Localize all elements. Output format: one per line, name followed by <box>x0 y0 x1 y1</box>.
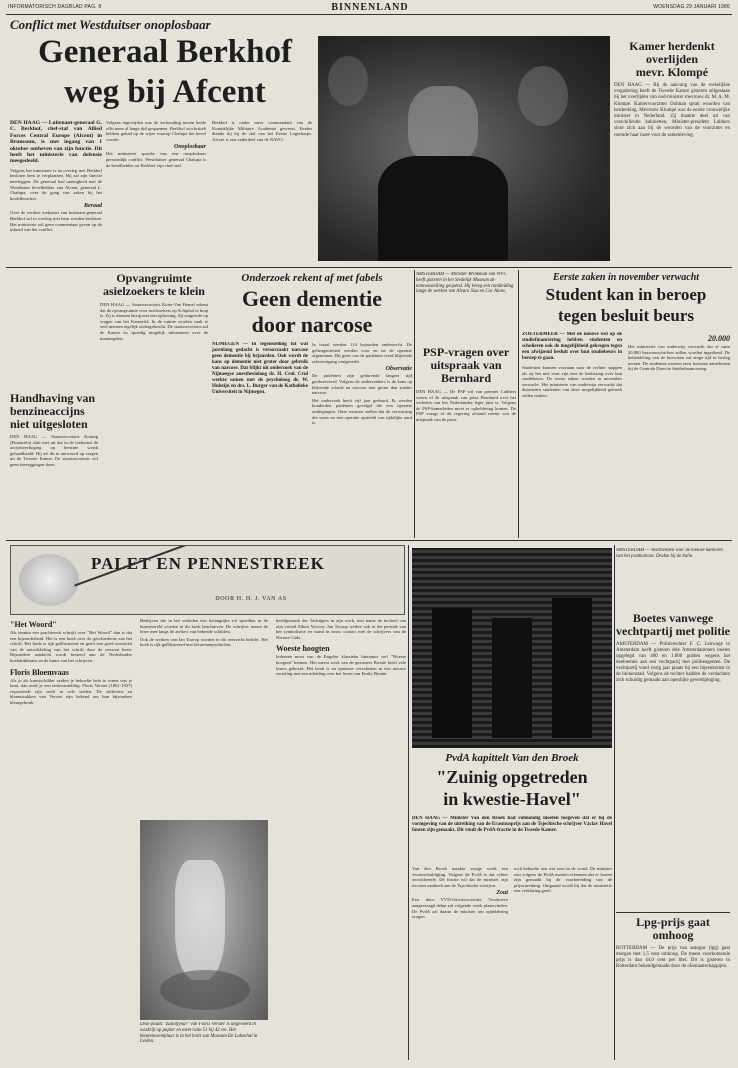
benzine-body: DEN HAAG — Staatssecretaris Koning (Financiën) sluit niet uit dat in de toekomst de accijnsverhoging op benzine wordt gehandhaafd. Hij zei dit in antwoord op vragen uit de Tweede Kamer. De staatssecretaris wil geen toezeggingen doen. <box>10 434 98 467</box>
narcose-column-2 <box>312 342 412 534</box>
pvda-column-2 <box>514 866 612 1056</box>
narcose-lead: NIJMEGEN — In tegenstelling tot wat jarenlang gedacht is veroorzaakt narcose geen dementie bij bejaarden. Ook wordt de kans op dementie niet groter door gebruik van narcose. Dat blijkt uit onderzoek van de Nijmeegse anesthesioloog dr. H. Crul. Crul werkte samen met de psycholoog dr. W. Hulstijn en drs. L. Burger van de Katholieke Universiteit in Nijmegen. <box>212 342 308 395</box>
boetes-headline: Boetes vanwege vechtpartij met politie <box>616 612 730 638</box>
pvda-subhead-zout: Zout <box>496 890 508 897</box>
benzine-article <box>10 392 98 542</box>
student-column-2 <box>628 332 730 532</box>
student-body-1: Studenten kunnen voortaan naar de rechter stappen als zij het niet eens zijn met de beslissing over hun studiebeurs. De eerste zaken worden in november verwacht. Het ministerie van onderwijs verwacht dat duizenden studenten van deze mogelijkheid gebruik zullen maken. <box>522 365 622 398</box>
palet-title: PALET EN PENNESTREEK <box>91 554 325 573</box>
palet-body-4: Ook de werken van Jan Toorop worden in dit overzicht belicht. Het boek is rijk geïllustreerd met kleurenreproducties. <box>140 636 268 648</box>
palet-body-3: Bedrijven die in het verleden een belangrijke rol speelden in de kunstwereld worden in dit boek beschreven. De schrijver neemt de lezer mee langs de ateliers van bekende schilders. <box>140 618 268 635</box>
narcose-subhead: Observatie <box>385 366 412 373</box>
student-body-2: Het ministerie van onderwijs verwacht dat er ruim 20.000 bezwaarschriften zullen worden ingediend. De behandeling van de bezwaren zal enige tijd in beslag nemen. De studenten moeten eerst bezwaar aantekenen bij de Centrale Directie Studiefinanciering. <box>628 344 730 372</box>
boetes-caption: AMSTERDAM — Wachtenden voor de nieuwe kantoren van het postkantoor. Drukte bij de balie. <box>616 548 723 559</box>
palet-body-6: Iedereen moet van de Engelse klassieke literatuur wel "Woeste hoogten" kennen. Het meest werk van de gezusters Brontë heeft vele lezers geboeid. Het boek is nu opnieuw verschenen in een nieuwe vertaling met een inleiding over het leven van Emily Brontë. <box>276 654 406 677</box>
student-kicker: Eerste zaken in november verwacht <box>552 272 700 283</box>
student-headline-2: tegen besluit beurs <box>558 307 694 325</box>
pvda-body-2: Een door VVD-fractievoorzitter Voorhoeve aangevraagd debat zal volgende week plaatsvinden. De PvdA zal daarin de minister om opheldering vragen. <box>412 897 508 920</box>
palet-body-1: Als tenmin een prachtwerk schrijft over "Het Woord" dan is dat een bijzonderheid. Het is een boek over de geschiedenis van het schrift. Het boek is rijk geïllustreerd en geeft een goed overzicht van de ontwikkeling van het schrift door de eeuwen heen. Bijzondere aandacht wordt besteed aan de Nederlandse boekdrukkunst en de kunst van het schrijven. <box>10 630 132 663</box>
verster-drawing <box>140 820 268 1020</box>
asiel-article <box>100 272 208 532</box>
asiel-body: DEN HAAG — Staatssecretaris Korte-Van Hemel erkent dat de opvangruimte voor asielzoekers op Schiphol te krap is. Zij is daarom bezig met een oplossing. Zij reageerde op vragen van het Kamerlid. In de ruimte worden vaak te veel mensen tegelijk ondergebracht. De staatssecretaris zal de Kamer zo spoedig mogelijk informeren over de maatregelen. <box>100 302 208 341</box>
narcose-body-3: De patiënten zijn gedurende langere tijd geobserveerd. Volgens de onderzoekers is de kans op blijvende schade na narcose niet groter dan zonder narcose. <box>312 373 412 396</box>
narcose-body-2: In totaal werden 114 bejaarden onderzocht. De geheugentesten werden voor en na de operatie afgenomen. Bij geen van de patiënten werd blijvende achteruitgang vastgesteld. <box>312 342 412 364</box>
berkhof-photo <box>318 36 610 261</box>
narcose-body-1: Het onderzoek heeft vijf jaar geduurd. Er werden honderden patiënten gevolgd die een operatie ondergingen. Onze mensen stellen dat de verwarring die soms na een operatie optreedt van tijdelijke aard is. <box>312 397 412 426</box>
lpg-article <box>616 916 730 1062</box>
palet-header <box>10 545 405 615</box>
lpg-body: ROTTERDAM — De prijs van autogas (lpg) gaat morgen met 1,5 cent omhoog. De meest voorkomende prijs is dan 44,0 cent per liter. Dit is gisteren in Rotterdam bekendgemaakt door de oliemaatschappijen. <box>616 946 730 969</box>
berkhof-headline-2: weg bij Afcent <box>64 76 266 110</box>
palet-column-3 <box>276 618 406 1058</box>
pvda-headline-1: "Zuinig opgetreden <box>436 768 588 787</box>
berkhof-body-2: Over de verdere toekomst van luitenant-generaal Berkhof zal in overleg met hem worden besloten. Het ministerie wil geen commentaar geven op de inhoud van het conflict. <box>10 210 102 233</box>
student-figure: 20.000 <box>708 334 730 343</box>
berkhof-body-5: Berkhof is onder meer commandant van de Koninklijke Militaire Academie geweest. Eerder diende hij bij de staf van het Eerste Legerkorps. Afcent is een onderdeel van de NAVO. <box>212 120 312 142</box>
narcose-kicker: Onderzoek rekent af met fabels <box>241 272 383 284</box>
student-lead: ZOETERMEER — Met de nieuwe wet op de studiefinanciering hebben studenten en scholieren ook de mogelijkheid gekregen tegen een afwijzend besluit over hun studiebeurs in beroep te gaan. <box>522 332 622 361</box>
verster-caption: Deze plaats "Zuiniflynar" van Floris Verster is uitgevoerd in waskrijt op papier en meet ruim 51 bij 42 cm. Het kleurenexemplaar is in het bezit van Museum De Lakenhal in Leiden. <box>140 1022 258 1045</box>
student-column-1 <box>522 332 622 532</box>
palet-column-1 <box>10 618 132 1058</box>
pvda-body-1: Van den Broek maakte vorige week een verontschuldiging. Volgens de PvdA is dat echter onvoldoende. De fractie wil dat de minister zijn excuses aanbiedt aan de Tsjechische schrijver. <box>412 866 508 888</box>
amsterdam-caption: AMSTERDAM — Minister Brinkman van WVC heeft gisteren in het Stedelijk Museum de tentoonstelling geopend. Hij kreeg een rondleiding langs de werken van Alvaro Siza en Cor Alons. <box>416 272 514 295</box>
berkhof-body-4: Het ministerie spreekt van een onoplosbaar persoonlijk conflict. Westduitser generaal Chalupa is de bevelhebber en Berkhof zijn chef-staf. <box>106 151 206 168</box>
berkhof-body-1: Volgens het ministerie is na overleg met Berkhof besloten hem te verplaatsen. Hij zal zijn functie neerleggen. De generaal had onenigheid met de Westduitse bevelhebber van Afcent, generaal L. Chalupa, over de gang van zaken bij het hoofdkwartier. <box>10 167 102 201</box>
psp-headline: PSP-vragen over uitspraak van Bernhard <box>422 346 510 385</box>
narcose-headline-1: Geen dementie <box>242 288 382 311</box>
berkhof-subhead-beraad: Beraad <box>84 203 102 210</box>
pvda-kicker: PvdA kapittelt Van den Broek <box>445 752 579 764</box>
palette-icon <box>19 554 79 606</box>
pvda-headline-2: in kwestie-Havel" <box>443 790 581 809</box>
student-headline-1: Student kan in beroep <box>545 286 707 304</box>
lpg-headline: Lpg-prijs gaat omhoog <box>636 916 710 942</box>
psp-article <box>416 346 516 536</box>
running-header-date: WOENSDAG 29 JANUARI 1986 <box>653 4 730 10</box>
berkhof-lead: DEN HAAG — Luitenant-generaal G. C. Berkhof, chef-staf van Allied Forces Central Europe (Afcent) in Brunssum, is met ingang van 1 oktober ontheven van zijn functie. Dit heeft het ministerie van defensie meegedeeld. <box>10 120 102 165</box>
palet-body-2: Als je als kunstschilder zeiden je behoefte hebt te tonen wat je kunt, dan zoek je een tentoonstelling. Floris Verster (1861-1927) exposeerde zijn werk in vele steden. De stillevens en bloemstukken van Verster zijn bekend om hun bijzondere kleurgebruik. <box>10 677 132 705</box>
pvda-body-3: toch behoefte aan wat zout in de wond. De minister zou volgens de PvdA moeten erkennen dat er fouten zijn gemaakt bij de voorbereiding van de prijsuitreiking. Omgaand wordt hij dat de ministerie een verklaring geeft. <box>514 866 612 894</box>
klompe-headline-3: mevr. Klompé <box>635 65 709 79</box>
pvda-lead: DEN HAAG — Minister Van den Broek had volmondig moeten toegeven dat er bij de vormgeving van de uitreiking van de Erasmusprijs aan de Tsjechische schrijver Václav Havel fouten zijn gemaakt. Dit vindt de PvdA-fractie in de Tweede Kamer. <box>412 816 612 833</box>
palet-subhead-woeste: Woeste hoogten <box>276 644 330 654</box>
palet-column-2 <box>140 618 268 818</box>
klompe-headline-2: overlijden <box>646 52 698 66</box>
boetes-article <box>616 612 730 912</box>
palet-subhead-woord: "Het Woord" <box>10 620 57 629</box>
berkhof-subhead-onoplosbaar: Onoplosbaar <box>173 144 206 151</box>
queue-photo <box>412 548 612 748</box>
running-header-left: INFORMATORISCH DAGBLAD PAG. 8 <box>8 4 102 10</box>
narcose-headline-2: door narcose <box>251 314 373 337</box>
narcose-column-1 <box>212 342 308 534</box>
boetes-body: AMSTERDAM — Politierechter F. C. Lenwage in Amsterdam heeft gisteren drie Amsterdammers boetes opgelegd van 400 en 1.000 gulden wegens het deelnemen aan een vechtpartij met politieagenten. De vechtpartij vond vorig jaar plaats bij een bijeenkomst in de binnenstad. Volgens de rechter hadden de verdachten zich schuldig gemaakt aan openlijke geweldpleging. <box>616 642 730 683</box>
klompe-article <box>614 40 730 270</box>
pvda-column-1 <box>412 866 508 1056</box>
asiel-headline: Opvangruimte asielzoekers te klein <box>103 272 205 298</box>
berkhof-kicker: Conflict met Westduitser onoplosbaar <box>10 17 211 32</box>
klompe-headline-1: Kamer herdenkt <box>629 40 715 53</box>
berkhof-headline-1: Generaal Berkhof <box>38 36 292 70</box>
klompe-body: DEN HAAG — Bij de aanvang van de wekelijkse vergadering heeft de Tweede Kamer gisteren stilgestaan bij het overlijden van oud-minister mevrouw dr. M. A. M. Klompé. Kamervoorzitter Dolman sprak woorden van herdenking. Mevrouw Klompé was de eerste vrouwelijke minister in Nederland. Zij maakte deel uit van verschillende kabinetten. Minister-president Lubbers sloot zich aan bij de woorden van de voorzitter en roemde haar inzet voor de samenleving. <box>614 83 730 138</box>
benzine-headline: Handhaving van benzineaccijns niet uitgesloten <box>10 392 96 431</box>
berkhof-body-3: Volgens ingewijden was de verhouding tussen beide officieren al lange tijd gespannen. Berkhof zou kritiek hebben gehad op de wijze waarop Chalupa het bevel voerde. <box>106 120 206 142</box>
palet-subhead-floris: Floris Bloemvaas <box>10 667 69 677</box>
section-title: BINNENLAND <box>331 2 409 13</box>
palet-body-5: heeldposaark der Tachtigers in zijn werk, met name de invloed van zijn vriend Albert Verwey. Jan Toorop werkte ook in die periode van het symbolisme en stond in nauw contact met de schrijvers van de Nieuwe Gids. <box>276 618 406 640</box>
pvda-lead-block <box>412 816 612 862</box>
palet-byline: DOOR H. H. J. VAN AS <box>215 596 287 602</box>
psp-body: DEN HAAG — De PSP wil van premier Lubbers weten of de uitspraak van prins Bernhard over het verleden van het Nederlandse leger juist is. Volgens de PSP-kamerleden moet er opheldering komen. De PSP vraagt of de regering afstand neemt van de uitspraak van de prins. <box>416 389 516 422</box>
